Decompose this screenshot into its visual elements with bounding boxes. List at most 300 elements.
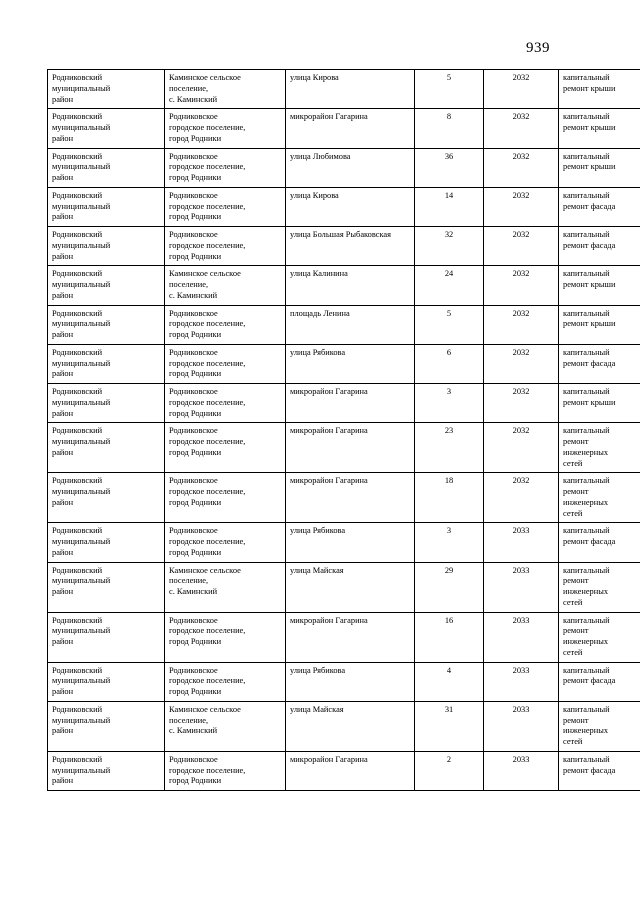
cell-settlement-line: город Родники bbox=[169, 447, 222, 457]
cell-district-lines bbox=[52, 191, 160, 223]
cell-district-line: муниципальный bbox=[52, 576, 111, 586]
cell-settlement-line: с. Каминский bbox=[169, 587, 218, 596]
cell-district bbox=[48, 562, 165, 612]
cell-street: улица Рябикова bbox=[286, 523, 415, 562]
cell-district-line: Родниковский bbox=[52, 269, 103, 279]
cell-work-type-lines bbox=[563, 476, 640, 519]
cell-work-type bbox=[559, 384, 640, 423]
cell-year: 2033 bbox=[484, 523, 559, 562]
cell-district-line: муниципальный bbox=[52, 537, 111, 546]
cell-work-type bbox=[559, 148, 640, 187]
cell-district bbox=[48, 148, 165, 187]
cell-settlement-line: Родниковское bbox=[169, 615, 218, 625]
cell-settlement bbox=[165, 187, 286, 226]
cell-district bbox=[48, 187, 165, 226]
cell-work-type bbox=[559, 473, 640, 523]
cell-settlement-line: Каминское сельское bbox=[169, 73, 241, 82]
cell-work-type-line: ремонт крыши bbox=[563, 83, 616, 93]
cell-district-lines bbox=[52, 73, 160, 105]
cell-district-line: район bbox=[52, 637, 74, 646]
cell-district-lines bbox=[52, 152, 160, 184]
cell-work-type-line: сетей bbox=[563, 647, 583, 657]
cell-street: микрорайон Гагарина bbox=[286, 384, 415, 423]
cell-year: 2033 bbox=[484, 562, 559, 612]
table-row bbox=[48, 562, 640, 612]
cell-street: площадь Ленина bbox=[286, 305, 415, 344]
cell-settlement-line: с. Каминский bbox=[169, 726, 218, 736]
cell-house-number: 6 bbox=[415, 344, 484, 383]
cell-work-type-line: капитальный bbox=[563, 565, 610, 575]
cell-house-number: 5 bbox=[415, 70, 484, 109]
cell-district-line: район bbox=[52, 447, 74, 457]
cell-settlement bbox=[165, 662, 286, 701]
cell-settlement-line: поселение, bbox=[169, 280, 209, 289]
cell-district-line: муниципальный bbox=[52, 676, 111, 686]
cell-district-line: район bbox=[52, 369, 74, 379]
cell-district-lines bbox=[52, 526, 160, 558]
cell-year: 2032 bbox=[484, 109, 559, 148]
cell-district-line: Родниковский bbox=[52, 754, 103, 764]
cell-settlement-line: Каминское сельское bbox=[169, 565, 241, 575]
cell-district bbox=[48, 751, 165, 790]
cell-settlement bbox=[165, 305, 286, 344]
cell-street: микрорайон Гагарина bbox=[286, 109, 415, 148]
cell-district bbox=[48, 662, 165, 701]
cell-district-lines bbox=[52, 476, 160, 508]
cell-district-line: Родниковский bbox=[52, 73, 103, 82]
cell-work-type-lines bbox=[563, 666, 640, 688]
cell-year: 2032 bbox=[484, 473, 559, 523]
cell-work-type-line: капитальный bbox=[563, 615, 610, 625]
cell-house-number: 31 bbox=[415, 701, 484, 751]
cell-district-line: район bbox=[52, 94, 74, 104]
cell-house-number: 24 bbox=[415, 266, 484, 305]
cell-work-type-line: капитальный bbox=[563, 308, 610, 318]
cell-district-line: Родниковский bbox=[52, 526, 103, 536]
cell-district bbox=[48, 701, 165, 751]
cell-district-line: Родниковский bbox=[52, 190, 103, 200]
cell-district-line: муниципальный bbox=[52, 715, 111, 725]
cell-settlement-line: поселение, bbox=[169, 715, 209, 725]
cell-street: улица Кирова bbox=[286, 187, 415, 226]
cell-work-type-line: ремонт bbox=[563, 437, 589, 446]
cell-district-lines bbox=[52, 616, 160, 648]
cell-settlement-lines bbox=[169, 566, 281, 598]
cell-house-number: 14 bbox=[415, 187, 484, 226]
cell-house-number: 32 bbox=[415, 227, 484, 266]
cell-street: улица Майская bbox=[286, 562, 415, 612]
cell-settlement-line: Каминское сельское bbox=[169, 269, 241, 279]
cell-settlement-line: городское поселение, bbox=[169, 123, 246, 132]
cell-street: улица Большая Рыбаковская bbox=[286, 227, 415, 266]
cell-work-type-line: ремонт bbox=[563, 626, 589, 636]
cell-house-number: 23 bbox=[415, 423, 484, 473]
cell-work-type-line: капитальный bbox=[563, 476, 610, 486]
cell-work-type-line: капитальный bbox=[563, 426, 610, 436]
cell-street: улица Рябикова bbox=[286, 344, 415, 383]
cell-work-type bbox=[559, 109, 640, 148]
cell-house-number: 29 bbox=[415, 562, 484, 612]
cell-settlement bbox=[165, 701, 286, 751]
cell-settlement-line: городское поселение, bbox=[169, 437, 246, 446]
cell-work-type-line: ремонт bbox=[563, 715, 589, 725]
cell-work-type-line: ремонт bbox=[563, 576, 589, 586]
cell-district-line: муниципальный bbox=[52, 240, 111, 250]
cell-work-type-lines bbox=[563, 269, 640, 291]
cell-settlement-line: городское поселение, bbox=[169, 765, 246, 775]
cell-settlement bbox=[165, 109, 286, 148]
cell-settlement bbox=[165, 266, 286, 305]
cell-district-lines bbox=[52, 566, 160, 598]
cell-work-type-line: инженерных bbox=[563, 726, 609, 736]
cell-house-number: 2 bbox=[415, 751, 484, 790]
table-row bbox=[48, 612, 640, 662]
table-row bbox=[48, 109, 640, 148]
cell-settlement-lines bbox=[169, 348, 281, 380]
cell-settlement-line: город Родники bbox=[169, 212, 222, 222]
table-row bbox=[48, 148, 640, 187]
cell-district-line: муниципальный bbox=[52, 123, 111, 132]
cell-work-type-line: ремонт фасада bbox=[563, 201, 616, 211]
cell-work-type-lines bbox=[563, 755, 640, 777]
cell-settlement-line: город Родники bbox=[169, 687, 222, 696]
cell-district-line: район bbox=[52, 133, 74, 143]
cell-district-lines bbox=[52, 348, 160, 380]
cell-work-type-lines bbox=[563, 230, 640, 252]
cell-work-type-line: капитальный bbox=[563, 269, 610, 279]
cell-work-type-line: капитальный bbox=[563, 665, 610, 675]
cell-district-line: район bbox=[52, 408, 74, 418]
cell-street: микрорайон Гагарина bbox=[286, 612, 415, 662]
cell-settlement-line: с. Каминский bbox=[169, 94, 218, 104]
cell-work-type bbox=[559, 662, 640, 701]
cell-work-type-line: ремонт крыши bbox=[563, 123, 616, 132]
cell-district bbox=[48, 473, 165, 523]
cell-work-type-lines bbox=[563, 348, 640, 370]
cell-district-line: район bbox=[52, 497, 74, 507]
cell-work-type bbox=[559, 423, 640, 473]
cell-work-type bbox=[559, 523, 640, 562]
cell-work-type bbox=[559, 305, 640, 344]
cell-district-line: Родниковский bbox=[52, 387, 103, 396]
cell-settlement-line: город Родники bbox=[169, 547, 222, 557]
cell-settlement-line: с. Каминский bbox=[169, 290, 218, 300]
cell-work-type bbox=[559, 562, 640, 612]
cell-settlement-lines bbox=[169, 526, 281, 558]
cell-settlement-lines bbox=[169, 755, 281, 787]
cell-work-type-line: капитальный bbox=[563, 112, 610, 122]
cell-district-line: муниципальный bbox=[52, 765, 111, 775]
cell-house-number: 3 bbox=[415, 523, 484, 562]
cell-settlement-line: город Родники bbox=[169, 776, 222, 786]
cell-settlement-line: Каминское сельское bbox=[169, 704, 241, 714]
cell-district bbox=[48, 227, 165, 266]
cell-settlement-line: поселение, bbox=[169, 83, 209, 93]
cell-year: 2032 bbox=[484, 384, 559, 423]
cell-district-line: район bbox=[52, 330, 74, 339]
cell-work-type-lines bbox=[563, 73, 640, 95]
cell-work-type-line: ремонт крыши bbox=[563, 280, 616, 289]
cell-district-line: район bbox=[52, 173, 74, 182]
cell-work-type-line: ремонт крыши bbox=[563, 162, 616, 172]
cell-settlement bbox=[165, 70, 286, 109]
cell-work-type bbox=[559, 612, 640, 662]
cell-district-line: район bbox=[52, 726, 74, 736]
table-row bbox=[48, 523, 640, 562]
cell-work-type-lines bbox=[563, 112, 640, 134]
cell-settlement bbox=[165, 384, 286, 423]
cell-work-type-line: капитальный bbox=[563, 151, 610, 161]
page-number: 939 bbox=[526, 40, 550, 56]
cell-settlement-lines bbox=[169, 309, 281, 341]
cell-settlement-line: городское поселение, bbox=[169, 676, 246, 686]
cell-district-lines bbox=[52, 755, 160, 787]
cell-district-line: район bbox=[52, 290, 74, 300]
cell-settlement-line: город Родники bbox=[169, 497, 222, 507]
cell-work-type-line: ремонт фасада bbox=[563, 537, 616, 546]
cell-settlement-lines bbox=[169, 476, 281, 508]
cell-district-line: Родниковский bbox=[52, 565, 103, 575]
cell-street: улица Кирова bbox=[286, 70, 415, 109]
cell-district-lines bbox=[52, 666, 160, 698]
cell-district-line: муниципальный bbox=[52, 319, 111, 329]
cell-work-type-lines bbox=[563, 191, 640, 213]
cell-work-type-line: капитальный bbox=[563, 190, 610, 200]
table-body bbox=[48, 70, 640, 791]
cell-settlement-line: городское поселение, bbox=[169, 240, 246, 250]
cell-district-line: муниципальный bbox=[52, 83, 111, 93]
cell-work-type-line: ремонт крыши bbox=[563, 319, 616, 329]
cell-settlement bbox=[165, 612, 286, 662]
cell-settlement-lines bbox=[169, 666, 281, 698]
cell-settlement-line: Родниковское bbox=[169, 426, 218, 436]
cell-work-type-lines bbox=[563, 526, 640, 548]
cell-district-line: район bbox=[52, 687, 74, 696]
cell-district-line: район bbox=[52, 587, 74, 596]
cell-work-type-line: инженерных bbox=[563, 447, 609, 457]
cell-district-line: муниципальный bbox=[52, 201, 111, 211]
cell-work-type-lines bbox=[563, 387, 640, 409]
table-row bbox=[48, 70, 640, 109]
cell-district bbox=[48, 305, 165, 344]
cell-district-line: Родниковский bbox=[52, 615, 103, 625]
cell-settlement bbox=[165, 227, 286, 266]
cell-house-number: 5 bbox=[415, 305, 484, 344]
cell-work-type bbox=[559, 187, 640, 226]
cell-street: улица Майская bbox=[286, 701, 415, 751]
cell-street: микрорайон Гагарина bbox=[286, 423, 415, 473]
cell-settlement-line: городское поселение, bbox=[169, 201, 246, 211]
cell-work-type-lines bbox=[563, 705, 640, 748]
cell-street: улица Калинина bbox=[286, 266, 415, 305]
cell-settlement-line: Родниковское bbox=[169, 112, 218, 122]
cell-settlement-line: Родниковское bbox=[169, 151, 218, 161]
cell-year: 2032 bbox=[484, 70, 559, 109]
cell-district bbox=[48, 109, 165, 148]
cell-work-type-line: ремонт bbox=[563, 487, 589, 496]
cell-district bbox=[48, 612, 165, 662]
cell-settlement-line: Родниковское bbox=[169, 665, 218, 675]
cell-settlement-line: Родниковское bbox=[169, 347, 218, 357]
cell-district-lines bbox=[52, 309, 160, 341]
cell-settlement-line: городское поселение, bbox=[169, 537, 246, 546]
cell-work-type-line: капитальный bbox=[563, 754, 610, 764]
cell-district bbox=[48, 70, 165, 109]
cell-district bbox=[48, 266, 165, 305]
cell-district-line: район bbox=[52, 776, 74, 786]
cell-district-line: Родниковский bbox=[52, 230, 103, 239]
cell-work-type-line: инженерных bbox=[563, 587, 609, 596]
cell-settlement-line: городское поселение, bbox=[169, 319, 246, 329]
cell-district-line: район bbox=[52, 212, 74, 222]
cell-work-type-line: ремонт фасада bbox=[563, 358, 616, 368]
cell-settlement-lines bbox=[169, 112, 281, 144]
cell-settlement-line: Родниковское bbox=[169, 754, 218, 764]
table-row bbox=[48, 701, 640, 751]
cell-work-type-line: сетей bbox=[563, 458, 583, 468]
cell-settlement-lines bbox=[169, 230, 281, 262]
table-row bbox=[48, 662, 640, 701]
cell-district-lines bbox=[52, 387, 160, 419]
cell-settlement-line: Родниковское bbox=[169, 476, 218, 486]
cell-district-line: Родниковский bbox=[52, 308, 103, 318]
cell-work-type bbox=[559, 266, 640, 305]
cell-work-type-line: капитальный bbox=[563, 526, 610, 536]
table-row bbox=[48, 227, 640, 266]
cell-settlement-line: город Родники bbox=[169, 408, 222, 418]
cell-work-type-line: инженерных bbox=[563, 637, 609, 646]
cell-work-type-lines bbox=[563, 566, 640, 609]
cell-year: 2032 bbox=[484, 266, 559, 305]
cell-district bbox=[48, 423, 165, 473]
cell-year: 2033 bbox=[484, 701, 559, 751]
cell-district-line: муниципальный bbox=[52, 397, 111, 407]
cell-work-type-lines bbox=[563, 616, 640, 659]
cell-work-type bbox=[559, 344, 640, 383]
cell-settlement bbox=[165, 344, 286, 383]
cell-work-type-lines bbox=[563, 426, 640, 469]
cell-house-number: 4 bbox=[415, 662, 484, 701]
table-row bbox=[48, 266, 640, 305]
cell-work-type bbox=[559, 70, 640, 109]
cell-district-line: муниципальный bbox=[52, 358, 111, 368]
cell-settlement-line: город Родники bbox=[169, 251, 222, 261]
cell-house-number: 36 bbox=[415, 148, 484, 187]
cell-district-lines bbox=[52, 230, 160, 262]
cell-work-type-line: капитальный bbox=[563, 704, 610, 714]
cell-house-number: 8 bbox=[415, 109, 484, 148]
cell-work-type bbox=[559, 227, 640, 266]
cell-year: 2032 bbox=[484, 305, 559, 344]
cell-street: микрорайон Гагарина bbox=[286, 473, 415, 523]
cell-settlement-line: городское поселение, bbox=[169, 162, 246, 172]
cell-settlement bbox=[165, 562, 286, 612]
cell-settlement-lines bbox=[169, 152, 281, 184]
cell-district-line: Родниковский bbox=[52, 151, 103, 161]
table-row bbox=[48, 305, 640, 344]
cell-district bbox=[48, 344, 165, 383]
cell-settlement bbox=[165, 473, 286, 523]
cell-year: 2032 bbox=[484, 227, 559, 266]
cell-settlement-line: Родниковское bbox=[169, 190, 218, 200]
cell-work-type-lines bbox=[563, 152, 640, 174]
cell-year: 2032 bbox=[484, 423, 559, 473]
cell-work-type-line: капитальный bbox=[563, 230, 610, 239]
cell-settlement-line: Родниковское bbox=[169, 230, 218, 239]
cell-settlement bbox=[165, 423, 286, 473]
cell-settlement bbox=[165, 148, 286, 187]
cell-settlement-lines bbox=[169, 387, 281, 419]
cell-house-number: 16 bbox=[415, 612, 484, 662]
cell-work-type bbox=[559, 701, 640, 751]
cell-house-number: 18 bbox=[415, 473, 484, 523]
cell-work-type-line: сетей bbox=[563, 597, 583, 607]
cell-settlement-lines bbox=[169, 191, 281, 223]
cell-settlement-lines bbox=[169, 269, 281, 301]
cell-work-type-line: сетей bbox=[563, 737, 583, 746]
cell-district-line: муниципальный bbox=[52, 437, 111, 446]
cell-work-type-line: ремонт фасада bbox=[563, 240, 616, 250]
cell-district-line: муниципальный bbox=[52, 626, 111, 636]
cell-settlement bbox=[165, 523, 286, 562]
cell-district-line: муниципальный bbox=[52, 487, 111, 496]
cell-district-line: муниципальный bbox=[52, 280, 111, 289]
cell-settlement-lines bbox=[169, 705, 281, 737]
cell-district-line: Родниковский bbox=[52, 347, 103, 357]
table-row bbox=[48, 344, 640, 383]
cell-work-type-line: капитальный bbox=[563, 73, 610, 82]
cell-settlement-line: поселение, bbox=[169, 576, 209, 586]
cell-district bbox=[48, 523, 165, 562]
cell-settlement-lines bbox=[169, 426, 281, 458]
cell-house-number: 3 bbox=[415, 384, 484, 423]
cell-work-type-line: ремонт фасада bbox=[563, 765, 616, 775]
cell-year: 2032 bbox=[484, 187, 559, 226]
cell-settlement-line: городское поселение, bbox=[169, 397, 246, 407]
cell-settlement-line: город Родники bbox=[169, 330, 222, 339]
capital-repair-table bbox=[47, 69, 640, 791]
cell-settlement-line: город Родники bbox=[169, 369, 222, 379]
cell-settlement-line: городское поселение, bbox=[169, 487, 246, 496]
cell-work-type-line: ремонт крыши bbox=[563, 397, 616, 407]
cell-district-line: Родниковский bbox=[52, 476, 103, 486]
cell-district-line: Родниковский bbox=[52, 112, 103, 122]
cell-work-type bbox=[559, 751, 640, 790]
cell-settlement-line: Родниковское bbox=[169, 308, 218, 318]
table-row bbox=[48, 751, 640, 790]
cell-street: микрорайон Гагарина bbox=[286, 751, 415, 790]
table-row bbox=[48, 473, 640, 523]
cell-settlement-line: город Родники bbox=[169, 133, 222, 143]
cell-settlement bbox=[165, 751, 286, 790]
cell-work-type-line: инженерных bbox=[563, 497, 609, 507]
cell-settlement-line: город Родники bbox=[169, 173, 222, 182]
table-row bbox=[48, 384, 640, 423]
cell-work-type-line: ремонт фасада bbox=[563, 676, 616, 686]
cell-district-line: Родниковский bbox=[52, 704, 103, 714]
cell-year: 2032 bbox=[484, 344, 559, 383]
cell-district-lines bbox=[52, 426, 160, 458]
cell-year: 2032 bbox=[484, 148, 559, 187]
cell-district-lines bbox=[52, 705, 160, 737]
cell-settlement-lines bbox=[169, 616, 281, 648]
cell-street: улица Любимова bbox=[286, 148, 415, 187]
table-row bbox=[48, 423, 640, 473]
cell-work-type-line: капитальный bbox=[563, 347, 610, 357]
cell-street: улица Рябикова bbox=[286, 662, 415, 701]
cell-district-lines bbox=[52, 269, 160, 301]
cell-district-line: Родниковский bbox=[52, 665, 103, 675]
